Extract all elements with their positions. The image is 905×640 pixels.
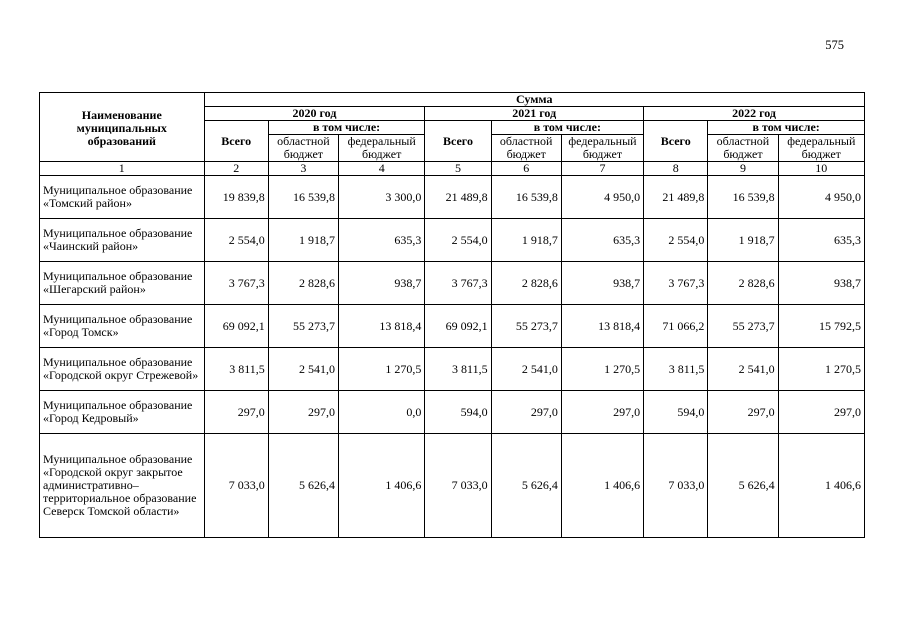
value-cell: 1 918,7	[708, 219, 778, 262]
including-header-2022: в том числе:	[708, 121, 865, 135]
column-number: 7	[561, 162, 643, 176]
value-cell: 55 273,7	[268, 305, 338, 348]
value-cell: 3 811,5	[644, 348, 708, 391]
value-cell: 938,7	[561, 262, 643, 305]
table-row	[40, 176, 865, 219]
value-cell: 594,0	[644, 391, 708, 434]
column-number: 6	[491, 162, 561, 176]
column-number: 8	[644, 162, 708, 176]
value-cell: 2 828,6	[708, 262, 778, 305]
regional-header-2022: областной бюджет	[708, 135, 778, 162]
value-cell: 1 918,7	[268, 219, 338, 262]
column-number: 2	[204, 162, 268, 176]
value-cell: 7 033,0	[204, 434, 268, 538]
value-cell: 16 539,8	[268, 176, 338, 219]
municipality-name: Муниципальное образование «Шегарский район»	[40, 262, 205, 305]
year-header-2021: 2021 год	[425, 107, 644, 121]
value-cell: 2 554,0	[204, 219, 268, 262]
value-cell: 938,7	[339, 262, 425, 305]
value-cell: 16 539,8	[708, 176, 778, 219]
value-cell: 2 541,0	[268, 348, 338, 391]
value-cell: 15 792,5	[778, 305, 864, 348]
value-cell: 7 033,0	[644, 434, 708, 538]
budget-table	[39, 92, 865, 538]
value-cell: 55 273,7	[491, 305, 561, 348]
column-number-row	[40, 162, 865, 176]
name-column-header: Наименование муниципальных образований	[40, 93, 205, 162]
municipality-name: Муниципальное образование «Томский район»	[40, 176, 205, 219]
regional-header-2020: областной бюджет	[268, 135, 338, 162]
column-number: 1	[40, 162, 205, 176]
federal-header-2020: федеральный бюджет	[339, 135, 425, 162]
value-cell: 5 626,4	[708, 434, 778, 538]
column-number: 4	[339, 162, 425, 176]
value-cell: 938,7	[778, 262, 864, 305]
table-row	[40, 219, 865, 262]
total-header-2022: Всего	[644, 121, 708, 162]
table-row	[40, 348, 865, 391]
value-cell: 5 626,4	[268, 434, 338, 538]
column-number: 10	[778, 162, 864, 176]
table-row	[40, 391, 865, 434]
value-cell: 4 950,0	[561, 176, 643, 219]
municipality-name: Муниципальное образование «Чаинский район»	[40, 219, 205, 262]
column-number: 5	[425, 162, 491, 176]
year-header-2020: 2020 год	[204, 107, 425, 121]
municipality-name: Муниципальное образование «Город Кедровый»	[40, 391, 205, 434]
municipality-name: Муниципальное образование «Городской округ Стрежевой»	[40, 348, 205, 391]
value-cell: 19 839,8	[204, 176, 268, 219]
value-cell: 55 273,7	[708, 305, 778, 348]
value-cell: 69 092,1	[204, 305, 268, 348]
value-cell: 2 828,6	[268, 262, 338, 305]
municipality-name: Муниципальное образование «Город Томск»	[40, 305, 205, 348]
value-cell: 2 828,6	[491, 262, 561, 305]
municipality-name: Муниципальное образование «Городской округ закрытое административно–территориальное образование Северск Томской области»	[40, 434, 205, 538]
federal-header-2021: федеральный бюджет	[561, 135, 643, 162]
value-cell: 5 626,4	[491, 434, 561, 538]
value-cell: 0,0	[339, 391, 425, 434]
sum-header: Сумма	[204, 93, 864, 107]
value-cell: 3 767,3	[204, 262, 268, 305]
value-cell: 297,0	[561, 391, 643, 434]
value-cell: 3 811,5	[204, 348, 268, 391]
value-cell: 1 406,6	[778, 434, 864, 538]
value-cell: 13 818,4	[339, 305, 425, 348]
value-cell: 3 300,0	[339, 176, 425, 219]
value-cell: 16 539,8	[491, 176, 561, 219]
column-number: 3	[268, 162, 338, 176]
regional-header-2021: областной бюджет	[491, 135, 561, 162]
value-cell: 297,0	[204, 391, 268, 434]
value-cell: 1 270,5	[561, 348, 643, 391]
value-cell: 2 554,0	[425, 219, 491, 262]
value-cell: 2 541,0	[708, 348, 778, 391]
value-cell: 13 818,4	[561, 305, 643, 348]
value-cell: 4 950,0	[778, 176, 864, 219]
table-row	[40, 305, 865, 348]
including-header-2021: в том числе:	[491, 121, 644, 135]
value-cell: 635,3	[778, 219, 864, 262]
value-cell: 69 092,1	[425, 305, 491, 348]
value-cell: 2 541,0	[491, 348, 561, 391]
value-cell: 297,0	[491, 391, 561, 434]
value-cell: 635,3	[561, 219, 643, 262]
value-cell: 21 489,8	[425, 176, 491, 219]
table-row	[40, 434, 865, 538]
value-cell: 2 554,0	[644, 219, 708, 262]
value-cell: 7 033,0	[425, 434, 491, 538]
column-number: 9	[708, 162, 778, 176]
value-cell: 1 406,6	[339, 434, 425, 538]
value-cell: 594,0	[425, 391, 491, 434]
table-row	[40, 262, 865, 305]
value-cell: 1 270,5	[339, 348, 425, 391]
value-cell: 3 767,3	[425, 262, 491, 305]
value-cell: 635,3	[339, 219, 425, 262]
value-cell: 1 270,5	[778, 348, 864, 391]
value-cell: 21 489,8	[644, 176, 708, 219]
year-header-2022: 2022 год	[644, 107, 865, 121]
page-number: 575	[825, 38, 844, 52]
value-cell: 297,0	[708, 391, 778, 434]
including-header-2020: в том числе:	[268, 121, 425, 135]
value-cell: 71 066,2	[644, 305, 708, 348]
value-cell: 3 767,3	[644, 262, 708, 305]
total-header-2021: Всего	[425, 121, 491, 162]
value-cell: 3 811,5	[425, 348, 491, 391]
value-cell: 297,0	[268, 391, 338, 434]
value-cell: 297,0	[778, 391, 864, 434]
total-header-2020: Всего	[204, 121, 268, 162]
value-cell: 1 918,7	[491, 219, 561, 262]
value-cell: 1 406,6	[561, 434, 643, 538]
federal-header-2022: федеральный бюджет	[778, 135, 864, 162]
